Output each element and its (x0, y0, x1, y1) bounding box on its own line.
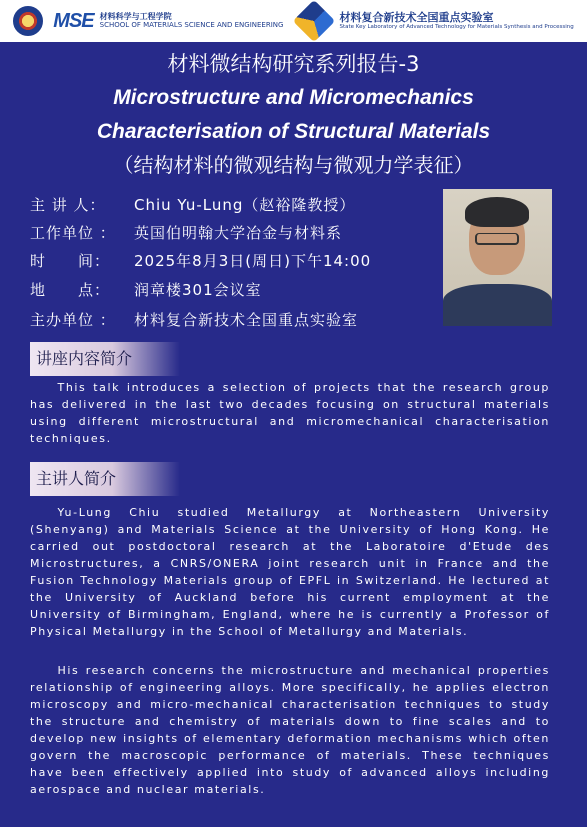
info-affiliation (30, 222, 342, 243)
speaker-photo (443, 189, 552, 326)
school-logo-text (100, 13, 284, 29)
talk-title-line2: Characterisation of Structural Materials (96, 120, 491, 143)
lab-logo-text (339, 12, 573, 31)
school-name-en: SCHOOL OF MATERIALS SCIENCE AND ENGINEERING (99, 20, 284, 29)
talk-title-line1: Microstructure and Micromechanics (113, 86, 474, 109)
abstract-text: This talk introduces a selection of projects that the research group has delivered in the last two decades focusing on structural materials using different microstructural and micromechanical characterisation techniques. (30, 381, 550, 445)
mse-logo: MSE (53, 9, 94, 32)
info-value: 润章楼301会议室 (134, 281, 262, 299)
lab-name: 材料复合新技术全国重点实验室 (339, 10, 494, 24)
bio-paragraph-1: Yu-Lung Chiu studied Metallurgy at Northeastern University (Shenyang) and Materials Science at the University of Hong Kong. He carried out postdoctoral research at the Laboratoire d'Etude des Microstructures, a CNRS/ONERA joint research unit in France and the Fusion Technology Materials group of EPFL in Switzerland. He lectured at the University of Auckland before his current employment at the University of Birmingham, England, where he is currently a Professor of Physical Metallurgy in the School of Metallurgy and Materials. (30, 506, 550, 638)
abstract-heading: 讲座内容简介 (30, 342, 180, 376)
university-seal-icon (13, 6, 43, 36)
info-value: 英国伯明翰大学冶金与材料系 (134, 224, 343, 242)
info-speaker (30, 194, 355, 215)
info-time (30, 250, 371, 271)
info-location (30, 279, 262, 300)
info-organizer (30, 309, 358, 330)
lab-logo-icon (293, 0, 335, 42)
talk-title-cn: （结构材料的微观结构与微观力学表征） (113, 153, 474, 177)
info-label: 主 讲 人： (30, 196, 106, 214)
info-label: 地 点： (30, 281, 111, 299)
photo-shirt (443, 284, 552, 326)
info-label: 时 间： (30, 252, 111, 270)
info-value: 2025年8月3日(周日)下午14:00 (134, 252, 372, 270)
school-name: 材料科学与工程学院 (99, 11, 172, 21)
bio-heading: 主讲人简介 (30, 462, 180, 496)
info-label: 工作单位 ： (30, 224, 116, 242)
bio-paragraph-2: His research concerns the microstructure and mechanical properties relationship of engineering alloys. More specifically, he applies electron microscopy and micro-mechanical characterisation techniques to study the structure and chemistry of materials down to fine scales and to develop new insights of elementary deformation mechanisms which often govern the macroscopic performance of materials. These techniques have been effectively applied into study of advanced alloys including aerospace and nuclear materials. (30, 664, 550, 796)
photo-hair (465, 197, 529, 227)
poster-body (0, 42, 587, 827)
info-label: 主办单位 ： (30, 311, 116, 329)
lab-name-en: State Key Laboratory of Advanced Technology for Materials Synthesis and Processing (339, 24, 574, 31)
photo-glasses (475, 233, 519, 245)
header-logos (0, 0, 587, 42)
info-value: 材料复合新技术全国重点实验室 (134, 311, 359, 329)
series-title: 材料微结构研究系列报告-3 (167, 52, 420, 76)
info-value: Chiu Yu-Lung（赵裕隆教授） (134, 196, 356, 214)
